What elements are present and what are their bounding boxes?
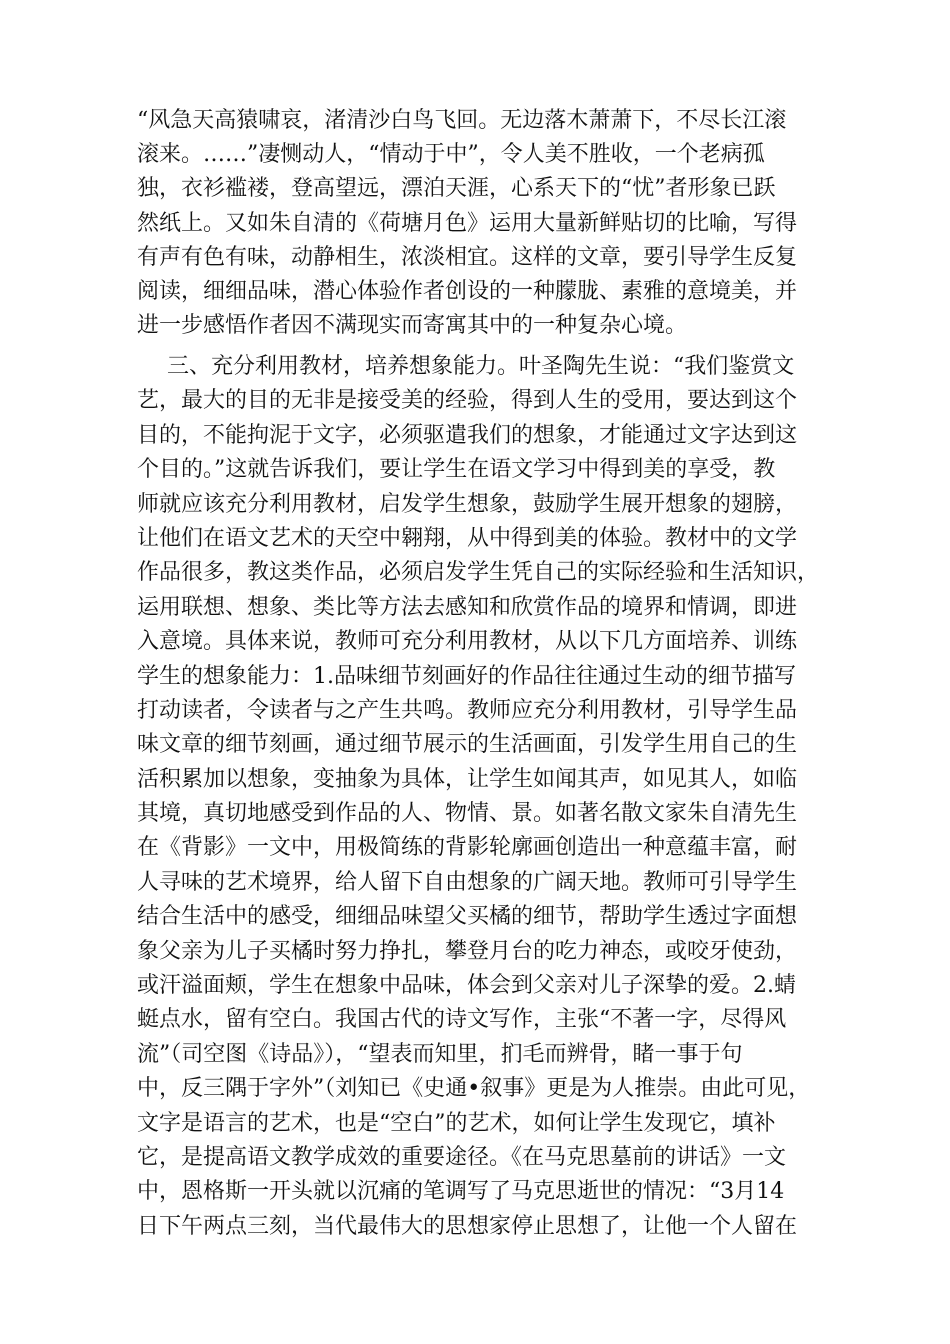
paragraph-line: 个目的。”这就告诉我们，要让学生在语文学习中得到美的享受，教 bbox=[137, 457, 776, 483]
paragraph-line: 日下午两点三刻，当代最伟大的思想家停止思想了，让他一个人留在 bbox=[137, 1213, 798, 1239]
paragraph-line: 让他们在语文艺术的天空中翱翔，从中得到美的体验。教材中的文学 bbox=[137, 525, 798, 551]
paragraph-line: 有声有色有味，动静相生，浓淡相宜。这样的文章，要引导学生反复 bbox=[137, 244, 798, 270]
paragraph-line: 结合生活中的感受，细细品味望父买橘的细节，帮助学生透过字面想 bbox=[137, 904, 798, 930]
paragraph-line: 学生的想象能力：1.品味细节刻画好的作品往往通过生动的细节描写 bbox=[137, 663, 796, 689]
paragraph-line: 象父亲为儿子买橘时努力挣扎，攀登月台的吃力神态，或咬牙使劲， bbox=[137, 938, 798, 964]
paragraph-line: 人寻味的艺术境界，给人留下自由想象的广阔天地。教师可引导学生 bbox=[137, 869, 798, 895]
paragraph-line: 活积累加以想象，变抽象为具体，让学生如闻其声，如见其人，如临 bbox=[137, 766, 798, 792]
paragraph-line: “风急天高猿啸哀，渚清沙白鸟飞回。无边落木萧萧下，不尽长江滚 bbox=[137, 108, 787, 133]
paragraph-line: 阅读，细细品味，潜心体验作者创设的一种朦胧、素雅的意境美，并 bbox=[137, 278, 798, 304]
paragraph-line: 然纸上。又如朱自清的《荷塘月色》运用大量新鲜贴切的比喻，写得 bbox=[137, 210, 798, 236]
paragraph-line: 蜓点水，留有空白。我国古代的诗文写作，主张“不著一字，尽得风 bbox=[137, 1007, 787, 1033]
paragraph-line: 中，反三隅于字外”（刘知已《史通•叙事》更是为人推崇。由此可见， bbox=[137, 1076, 811, 1102]
paragraph-line: 滚来。……”凄恻动人，“情动于中”，令人美不胜收，一个老病孤 bbox=[137, 142, 765, 168]
paragraph-line: 其境，真切地感受到作品的人、物情、景。如著名散文家朱自清先生 bbox=[137, 801, 798, 827]
paragraph-line: 独，衣衫褴褛，登高望远，漂泊天涯，心系天下的“忧”者形象已跃 bbox=[137, 176, 776, 202]
paragraph-line: 或汗溢面颊，学生在想象中品味，体会到父亲对儿子深挚的爱。2.蜻 bbox=[137, 973, 796, 999]
paragraph-line: 味文章的细节刻画，通过细节展示的生活画面，引发学生用自己的生 bbox=[137, 732, 798, 758]
paragraph-line: 作品很多，教这类作品，必须启发学生凭自己的实际经验和生活知识， bbox=[137, 560, 820, 586]
paragraph-line: 艺，最大的目的无非是接受美的经验，得到人生的受用，要达到这个 bbox=[137, 388, 798, 414]
paragraph-line: 运用联想、想象、类比等方法去感知和欣赏作品的境界和情调，即进 bbox=[137, 594, 798, 620]
paragraph-line: 在《背影》一文中，用极简练的背影轮廓画创造出一种意蕴丰富，耐 bbox=[137, 835, 798, 861]
paragraph-line: 入意境。具体来说，教师可充分利用教材，从以下几方面培养、训练 bbox=[137, 629, 798, 655]
paragraph-line: 师就应该充分利用教材，启发学生想象，鼓励学生展开想象的翅膀， bbox=[137, 491, 798, 517]
paragraph-1 bbox=[137, 104, 827, 343]
paragraph-2 bbox=[137, 350, 827, 1244]
paragraph-line: 进一步感悟作者因不满现实而寄寓其中的一种复杂心境。 bbox=[137, 313, 688, 339]
paragraph-line: 文字是语言的艺术，也是“空白”的艺术，如何让学生发现它，填补 bbox=[137, 1110, 776, 1136]
paragraph-line: 流”（司空图《诗品》），“望表而知里，扪毛而辨骨，睹一事于句 bbox=[137, 1041, 743, 1067]
paragraph-line: 目的，不能拘泥于文字，必须驱遣我们的想象，才能通过文字达到这 bbox=[137, 422, 798, 448]
paragraph-line: 它，是提高语文教学成效的重要途径。《在马克思墓前的讲话》一文 bbox=[137, 1144, 787, 1170]
paragraph-line: 三、充分利用教材，培养想象能力。叶圣陶先生说：“我们鉴赏文 bbox=[167, 354, 795, 379]
paragraph-line: 打动读者，令读者与之产生共鸣。教师应充分利用教材，引导学生品 bbox=[137, 697, 798, 723]
paragraph-line: 中，恩格斯一开头就以沉痛的笔调写了马克思逝世的情况：“3月14 bbox=[137, 1179, 785, 1205]
